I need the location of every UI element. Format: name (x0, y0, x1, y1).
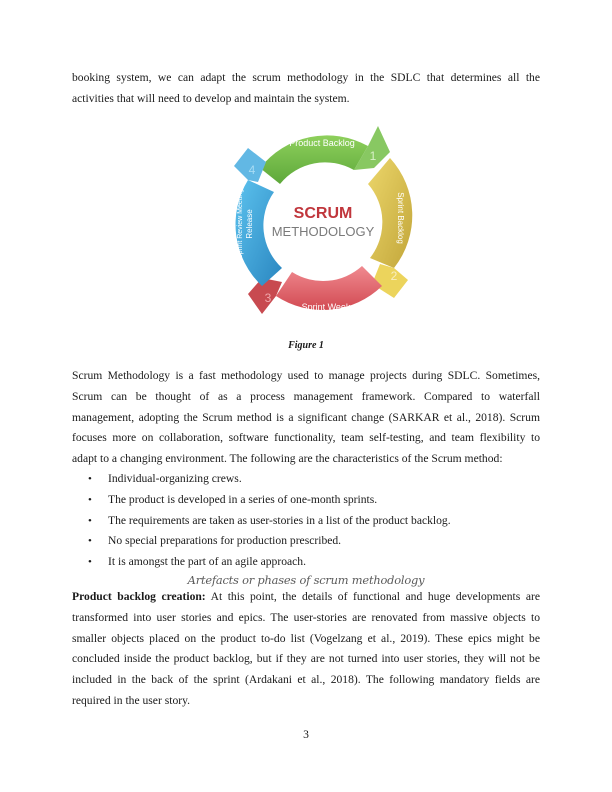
diagram-subtitle: METHODOLOGY (271, 224, 375, 239)
backlog-paragraph (72, 587, 540, 712)
scrum-line-2: Scrum can be thought of as a process management framework. Compared to waterfall (72, 389, 540, 403)
svg-text:1: 1 (369, 149, 377, 163)
list-item: • The requirements are taken as user-stories in a list of the product backlog. (88, 511, 451, 532)
section-heading: Artefacts or phases of scrum methodology (187, 573, 425, 587)
backlog-line-6: required in the user story. (72, 693, 191, 707)
segment-sprint-backlog (368, 158, 412, 298)
intro-line-1: booking system, we can adapt the scrum methodology in the SDLC that determines all the (72, 71, 540, 84)
svg-text:4: 4 (248, 163, 256, 177)
label-product-backlog: Product Backlog (289, 138, 355, 148)
list-item: • No special preparations for production prescribed. (88, 531, 451, 552)
page-number: 3 (303, 728, 309, 741)
label-sprint-backlog: Sprint Backlog (396, 192, 405, 244)
scrum-paragraph (72, 366, 540, 470)
bullet-icon: • (88, 473, 92, 485)
characteristics-list (88, 469, 451, 573)
list-item: • It is amongst the part of an agile approach. (88, 552, 451, 573)
scrum-line-1: Scrum Methodology is a fast methodology used to manage projects during SDLC. Sometimes, (72, 369, 540, 382)
segment-product-backlog (260, 126, 390, 184)
backlog-line-5: included in the back of the sprint (Ardakani et al., 2018). The following mandatory fields are (72, 673, 540, 687)
backlog-line-3: smaller objects placed on the product to-do list (Vogelzang et al., 2019). These epics might be (72, 631, 540, 645)
svg-text:2: 2 (390, 269, 398, 283)
bullet-icon: • (88, 514, 92, 527)
scrum-line-4: focuses more on collaboration, software functionality, team self-testing, and team flexibility to (72, 431, 540, 445)
bullet-icon: • (88, 535, 92, 548)
intro-paragraph (72, 68, 540, 110)
bullet-icon: • (88, 493, 92, 506)
scrum-line-3: management, adopting the Scrum method is a significant change (SARKAR et al., 2018). Scrum (72, 410, 540, 424)
label-sprint-review-meeting: Sprint Review Meeting (237, 188, 244, 260)
scrum-diagram (218, 118, 428, 328)
bold-lead: Product backlog creation: (72, 590, 206, 603)
diagram-title: SCRUM (293, 205, 353, 222)
label-release: Release (245, 209, 254, 239)
svg-text:3: 3 (264, 291, 272, 305)
figure-caption: Figure 1 (288, 340, 324, 351)
intro-line-2: activities that will need to develop and maintain the system. (72, 91, 350, 105)
backlog-line-1: Product backlog creation: At this point, the details of functional and huge developments are (72, 590, 540, 603)
backlog-line-4: concluded inside the product backlog, but if they are not turned into user stories, they will not be (72, 652, 540, 666)
backlog-line-2: transformed into user stories and epics. The user-stories are renovated from massive objects to (72, 610, 540, 624)
label-sprint-week: Sprint Week (301, 302, 351, 312)
list-item: • The product is developed in a series of one-month sprints. (88, 490, 451, 511)
list-item: • Individual-organizing crews. (88, 469, 451, 490)
bullet-icon: • (88, 556, 92, 569)
scrum-line-5: adapt to a changing environment. The following are the characteristics of the Scrum method: (72, 452, 503, 466)
